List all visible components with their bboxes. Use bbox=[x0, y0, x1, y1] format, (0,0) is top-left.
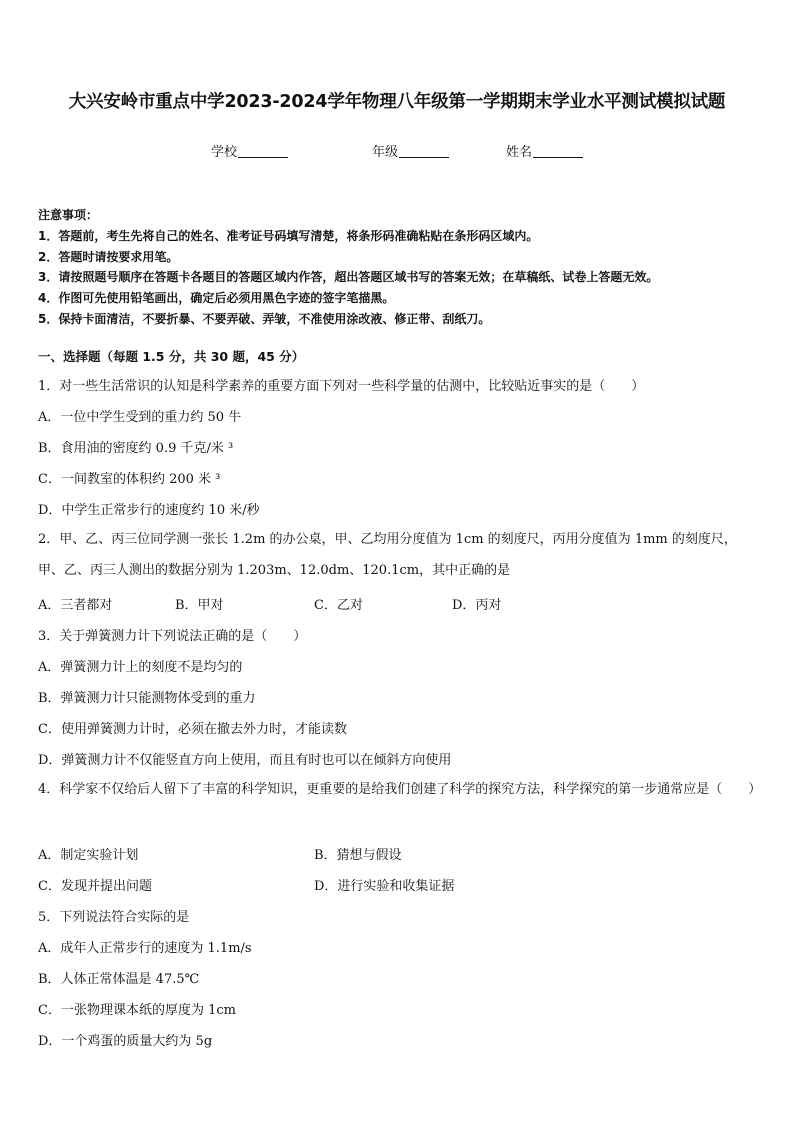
school-field[interactable] bbox=[211, 141, 288, 160]
name-label: 姓名 bbox=[506, 145, 533, 160]
question-1-option-c: C．一间教室的体积约 200 米 ³ bbox=[38, 472, 221, 487]
question-3-option-b: B．弹簧测力计只能测物体受到的重力 bbox=[38, 691, 256, 706]
notice-heading: 注意事项： bbox=[38, 208, 99, 222]
notice-item: 1．答题前，考生先将自己的姓名、准考证号码填写清楚，将条形码准确粘贴在条形码区域内。 bbox=[38, 228, 539, 243]
question-2-option-a: A．三者都对 bbox=[38, 598, 113, 613]
question-4-stem: 4．科学家不仅给后人留下了丰富的科学知识，更重要的是给我们创建了科学的探究方法，科学探究的第一步通常应是（ ） bbox=[38, 782, 762, 797]
question-5-option-a: A．成年人正常步行的速度为 1.1m/s bbox=[38, 941, 252, 956]
question-5-option-d: D．一个鸡蛋的质量大约为 5g bbox=[38, 1034, 213, 1049]
school-label: 学校 bbox=[211, 145, 238, 160]
question-3-option-a: A．弹簧测力计上的刻度不是均匀的 bbox=[38, 660, 243, 675]
name-field[interactable] bbox=[506, 141, 583, 160]
question-5-option-c: C．一张物理课本纸的厚度为 1cm bbox=[38, 1003, 236, 1018]
question-5-stem: 5．下列说法符合实际的是 bbox=[38, 910, 190, 925]
question-1-stem: 1．对一些生活常识的认知是科学素养的重要方面下列对一些科学量的估测中，比较贴近事实的是（ ） bbox=[38, 379, 645, 394]
notice-block bbox=[38, 205, 778, 330]
question-1-option-b: B．食用油的密度约 0.9 千克/米 ³ bbox=[38, 441, 234, 456]
question-5-option-b: B．人体正常体温是 47.5℃ bbox=[38, 972, 200, 987]
question-1-option-a: A．一位中学生受到的重力约 50 牛 bbox=[38, 410, 242, 425]
exam-title: 大兴安岭市重点中学2023-2024学年物理八年级第一学期期末学业水平测试模拟试题 bbox=[68, 92, 726, 112]
question-4-option-d: D．进行实验和收集证据 bbox=[314, 879, 455, 894]
question-4-option-a: A．制定实验计划 bbox=[38, 848, 139, 863]
question-4-option-b: B．猜想与假设 bbox=[314, 848, 402, 863]
question-3-option-c: C．使用弹簧测力计时，必须在撤去外力时，才能读数 bbox=[38, 722, 347, 737]
question-2-option-d: D．丙对 bbox=[452, 598, 502, 613]
notice-item: 3．请按照题号顺序在答题卡各题目的答题区域内作答，超出答题区域书写的答案无效；在草稿纸、试卷上答题无效。 bbox=[38, 270, 659, 285]
question-3-option-d: D．弹簧测力计不仅能竖直方向上使用，而且有时也可以在倾斜方向使用 bbox=[38, 753, 452, 768]
question-2-option-b: B．甲对 bbox=[175, 598, 224, 613]
grade-label: 年级 bbox=[372, 145, 399, 160]
notice-item: 4．作图可先使用铅笔画出，确定后必须用黑色字迹的签字笔描黑。 bbox=[38, 291, 395, 306]
grade-blank[interactable] bbox=[399, 145, 449, 158]
grade-field[interactable] bbox=[372, 141, 449, 160]
notice-item: 5．保持卡面清洁，不要折暴、不要弄破、弄皱，不准使用涂改液、修正带、刮纸刀。 bbox=[38, 311, 491, 326]
question-3-stem: 3．关于弹簧测力计下列说法正确的是（ ） bbox=[38, 629, 307, 644]
question-2-stem: 2．甲、乙、丙三位同学测一张长 1.2m 的办公桌，甲、乙均用分度值为 1cm 的刻度尺，丙用分度值为 1mm 的刻度尺，甲、乙、丙三人测出的数据分别为 1.203m、12.0dm、120.1cm，其中正确的是 bbox=[38, 532, 737, 578]
question-4-option-c: C．发现并提出问题 bbox=[38, 879, 152, 894]
name-blank[interactable] bbox=[533, 145, 583, 158]
section-heading: 一、选择题（每题 1.5 分，共 30 题，45 分） bbox=[38, 349, 305, 364]
school-blank[interactable] bbox=[238, 145, 288, 158]
question-2-option-c: C．乙对 bbox=[314, 598, 363, 613]
question-1-option-d: D．中学生正常步行的速度约 10 米/秒 bbox=[38, 503, 260, 518]
notice-item: 2．答题时请按要求用笔。 bbox=[38, 249, 179, 264]
